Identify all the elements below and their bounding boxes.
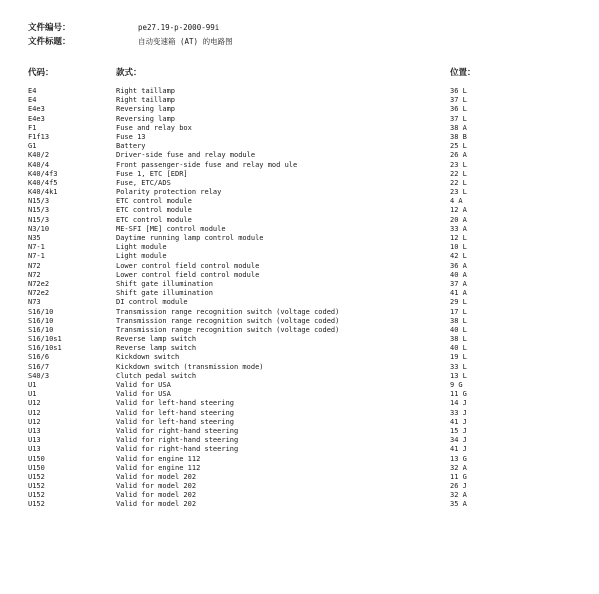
component-name: Reversing lamp: [116, 114, 176, 123]
component-name: Daytime running lamp control module: [116, 234, 264, 242]
table-row: [0, 436, 599, 445]
component-name: Right taillamp: [116, 96, 176, 105]
doc-number-value: pe27.19-p-2000-99i: [138, 23, 220, 32]
component-code: U12: [28, 417, 41, 426]
table-row: [0, 115, 599, 124]
component-code: U152: [28, 491, 45, 500]
component-code: K40/4: [28, 160, 50, 169]
component-position: 10 L: [450, 243, 467, 252]
table-row: [0, 133, 599, 142]
component-position: 37 L: [450, 96, 467, 105]
table-row: [0, 96, 599, 105]
doc-title-value: 自动变速箱 (AT) 的电路图: [138, 37, 233, 46]
component-name: Fuse, ETC/ADS: [116, 178, 171, 187]
table-row: [0, 188, 599, 197]
component-name: Shift gate illumination: [116, 289, 213, 298]
component-position: 40 L: [450, 344, 467, 353]
table-row: [0, 464, 599, 473]
component-name: Valid for model 202: [116, 482, 197, 491]
component-code: N72: [28, 270, 41, 279]
component-name: Fuse 1, ETC [EDR]: [116, 169, 188, 178]
component-name: Lower control field control module: [116, 261, 260, 270]
table-row: [0, 161, 599, 170]
component-code: K40/4f5: [28, 178, 58, 187]
component-position: 13 G: [450, 454, 467, 463]
component-position: 41 J: [450, 417, 467, 426]
component-position: 26 A: [450, 151, 467, 160]
component-name: Valid for model 202: [116, 491, 197, 500]
component-position: 22 L: [450, 169, 467, 178]
component-name: Transmission range recognition switch (voltage coded): [116, 307, 340, 316]
component-code: S16/10: [28, 325, 54, 334]
table-row: [0, 491, 599, 500]
component-position: 12 L: [450, 234, 467, 242]
component-position: 34 J: [450, 436, 467, 445]
component-code: K40/2: [28, 151, 50, 160]
component-code: U13: [28, 445, 41, 454]
table-row: [0, 390, 599, 399]
component-code: U152: [28, 472, 45, 481]
component-code: S16/10: [28, 307, 54, 316]
table-row: [0, 353, 599, 362]
table-row: [0, 252, 599, 261]
component-position: 41 J: [450, 445, 467, 454]
component-position: 15 J: [450, 426, 467, 435]
table-row: [0, 179, 599, 188]
table-row: [0, 243, 599, 252]
table-row: [0, 344, 599, 353]
component-position: 40 L: [450, 325, 467, 334]
component-position: 17 L: [450, 307, 467, 316]
component-name: Fuse 13: [116, 132, 146, 141]
component-name: Valid for right-hand steering: [116, 445, 239, 454]
table-row: [0, 372, 599, 381]
table-row: [0, 87, 599, 96]
component-name: Clutch pedal switch: [116, 371, 197, 380]
table-row: [0, 399, 599, 408]
table-row: [0, 105, 599, 114]
doc-title-label: 文件标题：: [28, 37, 71, 47]
table-row: [0, 308, 599, 317]
component-name: Valid for left-hand steering: [116, 399, 235, 408]
component-code: S16/10s1: [28, 344, 62, 353]
component-code: U152: [28, 482, 45, 491]
component-name: Light module: [116, 252, 167, 261]
component-code: U13: [28, 426, 41, 435]
component-position: 26 J: [450, 482, 467, 491]
table-row: [0, 445, 599, 454]
component-position: 41 A: [450, 289, 467, 298]
component-code: U12: [28, 399, 41, 408]
component-name: Kickdown switch (transmission mode): [116, 362, 264, 371]
component-position: 23 L: [450, 188, 467, 197]
component-name: Valid for USA: [116, 381, 171, 389]
table-row: [0, 317, 599, 326]
component-code: U12: [28, 408, 41, 417]
component-position: 37 L: [450, 114, 467, 123]
component-position: 20 A: [450, 215, 467, 224]
component-code: U150: [28, 454, 45, 463]
component-name: Right taillamp: [116, 87, 176, 95]
component-code: S16/6: [28, 353, 50, 362]
table-row: [0, 427, 599, 436]
component-code: F1: [28, 123, 37, 132]
component-name: ETC control module: [116, 197, 192, 206]
table-row: [0, 197, 599, 206]
component-name: Shift gate illumination: [116, 279, 213, 288]
component-position: 38 L: [450, 316, 467, 325]
component-name: Valid for right-hand steering: [116, 436, 239, 445]
component-code: E4e3: [28, 105, 45, 114]
table-row: [0, 363, 599, 372]
component-position: 37 A: [450, 279, 467, 288]
component-code: U1: [28, 390, 37, 399]
component-position: 25 L: [450, 142, 467, 151]
component-name: Valid for right-hand steering: [116, 426, 239, 435]
component-position: 13 L: [450, 371, 467, 380]
component-code: N15/3: [28, 215, 50, 224]
table-row: [0, 271, 599, 280]
component-name: Valid for engine 112: [116, 454, 201, 463]
table-row: [0, 124, 599, 133]
component-code: N3/10: [28, 224, 50, 233]
component-position: 33 J: [450, 408, 467, 417]
component-name: Valid for engine 112: [116, 463, 201, 472]
component-position: 32 A: [450, 491, 467, 500]
table-row: [0, 262, 599, 271]
component-name: Valid for left-hand steering: [116, 417, 235, 426]
component-code: N15/3: [28, 197, 50, 206]
component-name: Valid for model 202: [116, 472, 197, 481]
table-row: [0, 298, 599, 307]
component-name: Front passenger-side fuse and relay mod ule: [116, 160, 298, 169]
table-row: [0, 500, 599, 509]
component-position: 11 G: [450, 472, 467, 481]
component-code: U150: [28, 463, 45, 472]
component-position: 40 A: [450, 270, 467, 279]
component-code: N73: [28, 298, 41, 307]
table-row: [0, 326, 599, 335]
table-row: [0, 280, 599, 289]
table-row: [0, 473, 599, 482]
component-position: 19 L: [450, 353, 467, 362]
table-row: [0, 216, 599, 225]
component-code: N7-1: [28, 252, 45, 261]
doc-number-label: 文件编号：: [28, 23, 71, 33]
component-code: F1f13: [28, 132, 50, 141]
component-position: 33 L: [450, 362, 467, 371]
component-position: 23 L: [450, 160, 467, 169]
component-name: Light module: [116, 243, 167, 252]
column-header-name: 款式：: [116, 68, 142, 78]
component-position: 36 L: [450, 87, 467, 95]
component-name: Polarity protection relay: [116, 188, 222, 197]
table-row: [0, 418, 599, 427]
component-name: Reverse lamp switch: [116, 344, 197, 353]
component-code: N15/3: [28, 206, 50, 215]
component-code: G1: [28, 142, 37, 151]
component-code: K40/4f3: [28, 169, 58, 178]
component-position: 11 G: [450, 390, 467, 399]
component-name: ETC control module: [116, 206, 192, 215]
component-name: Reversing lamp: [116, 105, 176, 114]
component-position: 29 L: [450, 298, 467, 307]
component-position: 32 A: [450, 463, 467, 472]
component-position: 42 L: [450, 252, 467, 261]
component-code: S16/7: [28, 362, 50, 371]
component-position: 38 L: [450, 335, 467, 344]
table-row: [0, 206, 599, 215]
component-name: Kickdown switch: [116, 353, 180, 362]
component-name: Valid for model 202: [116, 500, 197, 509]
component-code: N72e2: [28, 289, 50, 298]
component-code: S16/10s1: [28, 335, 62, 344]
component-name: DI control module: [116, 298, 188, 307]
table-row: [0, 151, 599, 160]
component-position: 4 A: [450, 197, 463, 206]
component-code: S16/10: [28, 316, 54, 325]
component-table: [0, 87, 599, 510]
component-name: Fuse and relay box: [116, 123, 192, 132]
component-name: Battery: [116, 142, 146, 151]
component-code: E4: [28, 87, 37, 95]
component-name: Reverse lamp switch: [116, 335, 197, 344]
component-code: N35: [28, 234, 41, 242]
table-row: [0, 335, 599, 344]
component-name: Driver-side fuse and relay module: [116, 151, 256, 160]
table-row: [0, 381, 599, 390]
component-name: Valid for USA: [116, 390, 171, 399]
component-position: 35 A: [450, 500, 467, 509]
component-code: U1: [28, 381, 37, 389]
component-code: N7-1: [28, 243, 45, 252]
component-position: 36 L: [450, 105, 467, 114]
component-code: N72: [28, 261, 41, 270]
table-row: [0, 455, 599, 464]
component-position: 38 A: [450, 123, 467, 132]
table-row: [0, 142, 599, 151]
component-position: 12 A: [450, 206, 467, 215]
table-row: [0, 482, 599, 491]
table-row: [0, 170, 599, 179]
component-name: ETC control module: [116, 215, 192, 224]
component-code: E4: [28, 96, 37, 105]
table-row: [0, 409, 599, 418]
component-position: 33 A: [450, 224, 467, 233]
component-code: E4e3: [28, 114, 45, 123]
component-code: S40/3: [28, 371, 50, 380]
column-header-position: 位置：: [450, 68, 476, 78]
component-code: U13: [28, 436, 41, 445]
component-position: 36 A: [450, 261, 467, 270]
component-position: 38 B: [450, 132, 467, 141]
table-row: [0, 225, 599, 234]
component-name: Lower control field control module: [116, 270, 260, 279]
component-name: ME-SFI [ME] control module: [116, 224, 226, 233]
table-row: [0, 234, 599, 243]
table-row: [0, 289, 599, 298]
component-name: Valid for left-hand steering: [116, 408, 235, 417]
component-position: 9 G: [450, 381, 463, 389]
component-code: N72e2: [28, 279, 50, 288]
component-code: K40/4k1: [28, 188, 58, 197]
component-name: Transmission range recognition switch (voltage coded): [116, 325, 340, 334]
component-code: U152: [28, 500, 45, 509]
column-header-code: 代码：: [28, 68, 54, 78]
component-name: Transmission range recognition switch (voltage coded): [116, 316, 340, 325]
component-position: 14 J: [450, 399, 467, 408]
component-position: 22 L: [450, 178, 467, 187]
